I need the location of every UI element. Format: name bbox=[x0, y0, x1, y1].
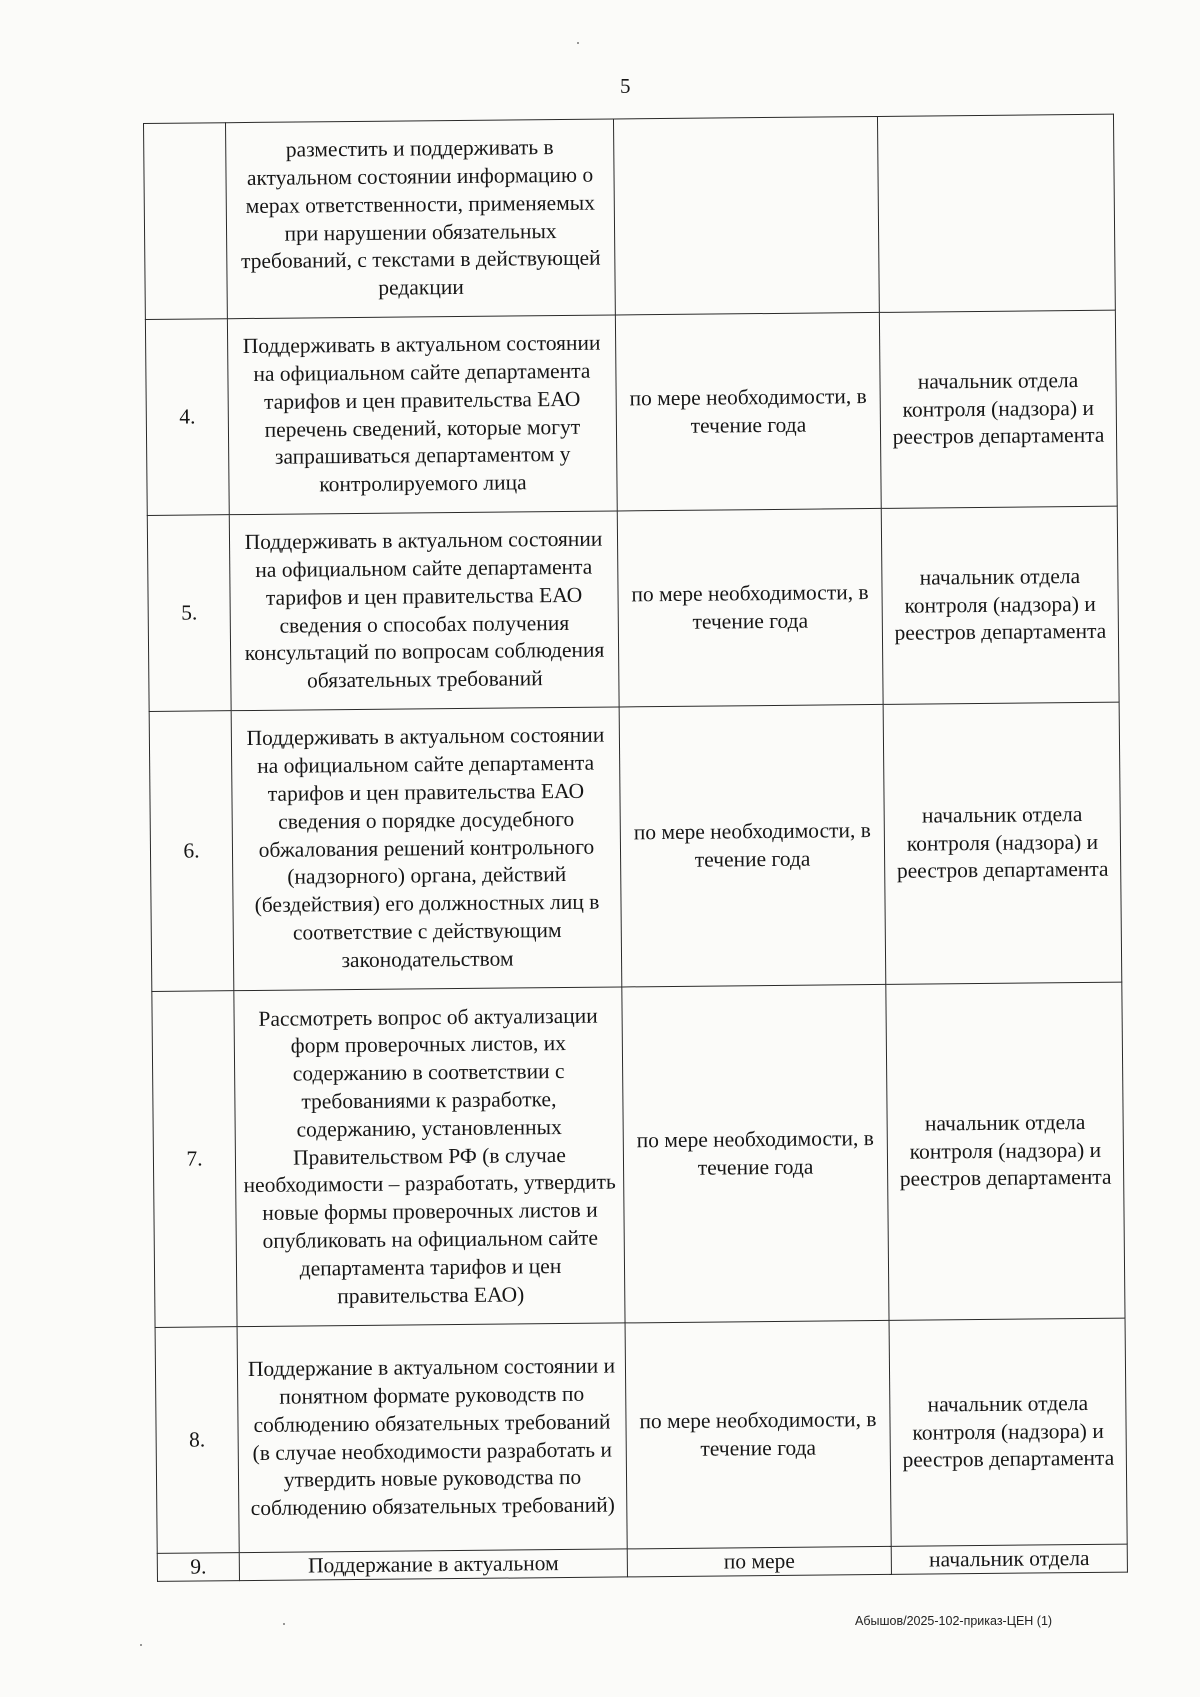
document-code: Абышов/2025-102-приказ-ЦЕН (1) bbox=[855, 1614, 1053, 1628]
task-cell: Рассмотреть вопрос об актуализации форм проверочных листов, их содержанию в соответствии с требованиями к разработке, содержанию, установленных Правительством РФ (в случае необходимости – разработать, утвердить новые формы проверочных листов и опубликовать на официальном сайте департамента тарифов и цен правительства ЕАО) bbox=[234, 987, 625, 1327]
responsible-cell: начальник отдела контроля (надзора) и реестров департамента bbox=[889, 1318, 1127, 1546]
task-cell: Поддерживать в актуальном состоянии на официальном сайте департамента тарифов и цен правительства ЕАО сведения о способах получения консультаций по вопросам соблюдения обязательных требований bbox=[229, 511, 619, 711]
term-cell: по мере необходимости, в течение года bbox=[622, 984, 889, 1323]
term-cell: по мере необходимости, в течение года bbox=[619, 704, 886, 987]
task-cell: Поддерживать в актуальном состоянии на официальном сайте департамента тарифов и цен правительства ЕАО перечень сведений, которые могут запрашиваться департаментом у контролируемого лица bbox=[227, 315, 617, 515]
row-number: 4. bbox=[145, 319, 229, 516]
measures-table bbox=[143, 114, 1128, 1582]
task-cell: Поддержание в актуальном bbox=[239, 1549, 627, 1581]
table-row bbox=[149, 702, 1122, 991]
task-cell: разместить и поддерживать в актуальном состоянии информацию о мерах ответственности, применяемых при нарушении обязательных требований, с текстами в действующей редакции bbox=[226, 119, 616, 319]
table-row bbox=[155, 1318, 1127, 1553]
scan-speck bbox=[283, 1623, 285, 1625]
task-cell: Поддерживать в актуальном состоянии на официальном сайте департамента тарифов и цен правительства ЕАО сведения о порядке досудебного обжалования решений контрольного (надзорного) органа, действий (бездействия) его должностных лиц в соответствие с действующим законодательством bbox=[231, 707, 622, 991]
responsible-cell: начальник отдела контроля (надзора) и реестров департамента bbox=[883, 702, 1122, 984]
table-row bbox=[145, 310, 1117, 515]
responsible-cell: начальник отдела bbox=[891, 1544, 1127, 1574]
scan-speck bbox=[140, 1644, 142, 1646]
row-number: 5. bbox=[147, 515, 231, 712]
responsible-cell: начальник отдела контроля (надзора) и реестров департамента bbox=[879, 310, 1117, 508]
row-number: 7. bbox=[152, 991, 237, 1328]
table-row bbox=[144, 114, 1116, 319]
scan-speck bbox=[577, 42, 579, 44]
row-number: 6. bbox=[149, 711, 234, 992]
row-number bbox=[144, 123, 228, 320]
term-cell: по мере bbox=[627, 1546, 891, 1577]
responsible-cell: начальник отдела контроля (надзора) и реестров департамента bbox=[881, 506, 1119, 704]
row-number: 9. bbox=[157, 1553, 239, 1582]
term-cell: по мере необходимости, в течение года bbox=[615, 312, 881, 511]
responsible-cell bbox=[877, 114, 1115, 312]
table-row bbox=[152, 982, 1125, 1327]
task-cell: Поддержание в актуальном состоянии и понятном формате руководств по соблюдению обязательных требований (в случае необходимости разработать и утвердить новые руководства по соблюдению обязательных требований) bbox=[237, 1323, 627, 1553]
row-number: 8. bbox=[155, 1327, 239, 1554]
term-cell: по мере необходимости, в течение года bbox=[617, 508, 883, 707]
page-number: 5 bbox=[620, 74, 631, 98]
table-row bbox=[147, 506, 1119, 711]
term-cell bbox=[613, 116, 879, 315]
term-cell: по мере необходимости, в течение года bbox=[625, 1320, 891, 1549]
responsible-cell: начальник отдела контроля (надзора) и реестров департамента bbox=[886, 982, 1125, 1320]
